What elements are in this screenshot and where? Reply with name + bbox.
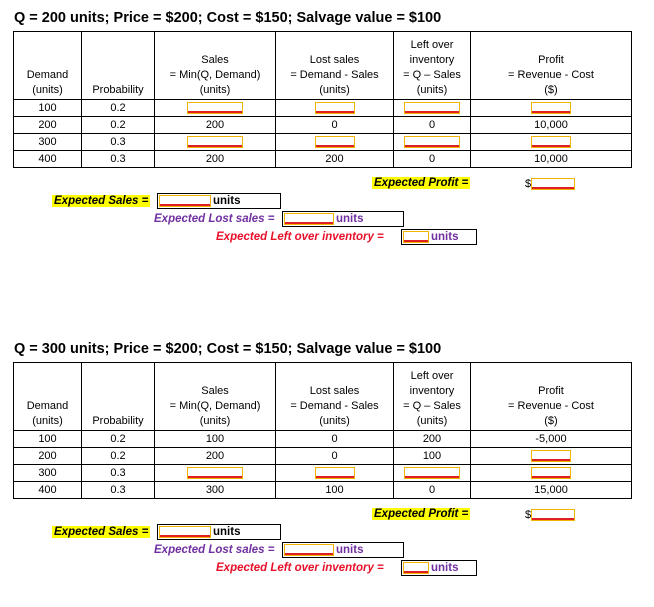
newsvendor-table [13,31,632,168]
cell-lost-sales: 0 [276,431,394,448]
expected-lost-box[interactable] [282,542,404,558]
answer-blank[interactable] [531,467,571,479]
expected-profit-label: Expected Profit = [374,177,469,189]
header-probability [82,32,155,100]
units-label: units [431,231,459,243]
header-line: (units) [319,84,350,96]
cell-probability: 0.2 [82,100,155,117]
section-title: Q = 200 units; Price = $200; Cost = $150; Salvage value = $100 [14,10,442,26]
answer-blank[interactable] [531,178,575,190]
answer-blank[interactable] [403,231,429,243]
expected-profit-label: Expected Profit = [374,508,469,520]
answer-blank[interactable] [187,102,243,114]
header-lost-sales [276,32,394,100]
cell-demand: 100 [14,431,82,448]
cell-profit[interactable] [471,100,632,117]
newsvendor-table [13,362,632,499]
header-line: inventory [409,385,455,397]
expected-lost-label: Expected Lost sales = [154,544,275,556]
section-title: Q = 300 units; Price = $200; Cost = $150; Salvage value = $100 [14,341,442,357]
header-line: = Min(Q, Demand) [169,69,261,81]
cell-sales[interactable] [155,100,276,117]
answer-blank[interactable] [404,136,460,148]
table-row [14,482,632,499]
answer-blank[interactable] [159,526,211,538]
cell-profit[interactable] [471,465,632,482]
table-row [14,431,632,448]
cell-sales: 200 [155,151,276,168]
header-line: (units) [416,84,448,96]
cell-demand: 400 [14,151,82,168]
table-row [14,448,632,465]
expected-left-box[interactable] [401,560,477,576]
header-line: Sales [201,54,229,66]
expected-left-label: Expected Left over inventory = [216,231,384,243]
header-left-over [394,32,471,100]
cell-lost-sales: 100 [276,482,394,499]
header-demand [14,363,82,431]
expected-sales-label: Expected Sales = [54,526,149,538]
table-row [14,134,632,151]
header-line: (units) [319,415,350,427]
header-profit [471,363,632,431]
cell-probability: 0.2 [82,448,155,465]
units-label: units [336,544,364,556]
units-label: units [431,562,459,574]
units-label: units [213,195,241,207]
cell-profit: 10,000 [471,151,632,168]
header-line: = Demand - Sales [290,69,379,81]
cell-left-over[interactable] [394,465,471,482]
cell-probability: 0.3 [82,151,155,168]
units-label: units [336,213,364,225]
header-line: inventory [409,54,455,66]
header-line: (units) [199,415,231,427]
header-sales [155,363,276,431]
answer-blank[interactable] [315,136,355,148]
answer-blank[interactable] [187,136,243,148]
cell-sales: 200 [155,117,276,134]
expected-lost-box[interactable] [282,211,404,227]
expected-lost-label: Expected Lost sales = [154,213,275,225]
header-line: (units) [416,415,448,427]
cell-probability: 0.2 [82,117,155,134]
answer-blank[interactable] [403,562,429,574]
header-line: Profit [538,385,564,397]
header-lost-sales [276,363,394,431]
header-line: Probability [92,415,144,427]
header-line: = Q – Sales [403,400,461,412]
cell-left-over[interactable] [394,100,471,117]
cell-sales: 100 [155,431,276,448]
header-line: = Revenue - Cost [508,69,594,81]
header-line: = Demand - Sales [290,400,379,412]
cell-sales[interactable] [155,465,276,482]
cell-profit[interactable] [471,448,632,465]
cell-demand: 300 [14,465,82,482]
cell-sales[interactable] [155,134,276,151]
header-line: (units) [199,84,231,96]
header-demand [14,32,82,100]
header-left-over [394,363,471,431]
header-line: (units) [32,415,63,427]
header-line: Lost sales [309,54,360,66]
cell-left-over: 0 [394,117,471,134]
cell-profit: -5,000 [471,431,632,448]
header-line: (units) [32,84,63,96]
cell-lost-sales[interactable] [276,100,394,117]
cell-left-over: 100 [394,448,471,465]
answer-blank[interactable] [531,136,571,148]
answer-blank[interactable] [315,102,355,114]
header-line: Lost sales [309,385,360,397]
header-line: Left over [410,39,454,51]
table-row [14,117,632,134]
cell-sales: 200 [155,448,276,465]
cell-probability: 0.3 [82,482,155,499]
header-line: Demand [26,400,69,412]
header-line: Left over [410,370,454,382]
header-line: Sales [201,385,229,397]
cell-profit: 15,000 [471,482,632,499]
answer-blank[interactable] [284,213,334,225]
cell-left-over[interactable] [394,134,471,151]
cell-probability: 0.3 [82,134,155,151]
cell-profit[interactable] [471,134,632,151]
cell-lost-sales: 200 [276,151,394,168]
header-line: = Q – Sales [403,69,461,81]
header-line: = Min(Q, Demand) [169,400,261,412]
cell-lost-sales: 0 [276,117,394,134]
answer-blank[interactable] [159,195,211,207]
cell-probability: 0.3 [82,465,155,482]
answer-blank[interactable] [315,467,355,479]
expected-profit-field[interactable]: $ [525,176,579,192]
table-row [14,465,632,482]
cell-profit: 10,000 [471,117,632,134]
cell-left-over: 200 [394,431,471,448]
header-line: Profit [538,54,564,66]
answer-blank[interactable] [404,467,460,479]
answer-blank[interactable] [531,509,575,521]
header-line: ($) [544,84,558,96]
expected-left-box[interactable] [401,229,477,245]
header-probability [82,363,155,431]
cell-probability: 0.2 [82,431,155,448]
header-line: ($) [544,415,558,427]
answer-blank[interactable] [187,467,243,479]
header-sales [155,32,276,100]
cell-left-over: 0 [394,482,471,499]
cell-demand: 300 [14,134,82,151]
expected-sales-label: Expected Sales = [54,195,149,207]
answer-blank[interactable] [531,102,571,114]
header-line: Demand [26,69,69,81]
cell-demand: 400 [14,482,82,499]
table-row [14,100,632,117]
expected-profit-field[interactable]: $ [525,507,579,523]
units-label: units [213,526,241,538]
cell-demand: 100 [14,100,82,117]
answer-blank[interactable] [284,544,334,556]
cell-lost-sales[interactable] [276,134,394,151]
cell-sales: 300 [155,482,276,499]
expected-left-label: Expected Left over inventory = [216,562,384,574]
header-line: Probability [92,84,144,96]
answer-blank[interactable] [531,450,571,462]
cell-lost-sales: 0 [276,448,394,465]
cell-demand: 200 [14,448,82,465]
cell-demand: 200 [14,117,82,134]
expected-sales-box[interactable] [157,524,281,540]
expected-sales-box[interactable] [157,193,281,209]
cell-left-over: 0 [394,151,471,168]
answer-blank[interactable] [404,102,460,114]
cell-lost-sales[interactable] [276,465,394,482]
header-profit [471,32,632,100]
table-row [14,151,632,168]
header-line: = Revenue - Cost [508,400,594,412]
